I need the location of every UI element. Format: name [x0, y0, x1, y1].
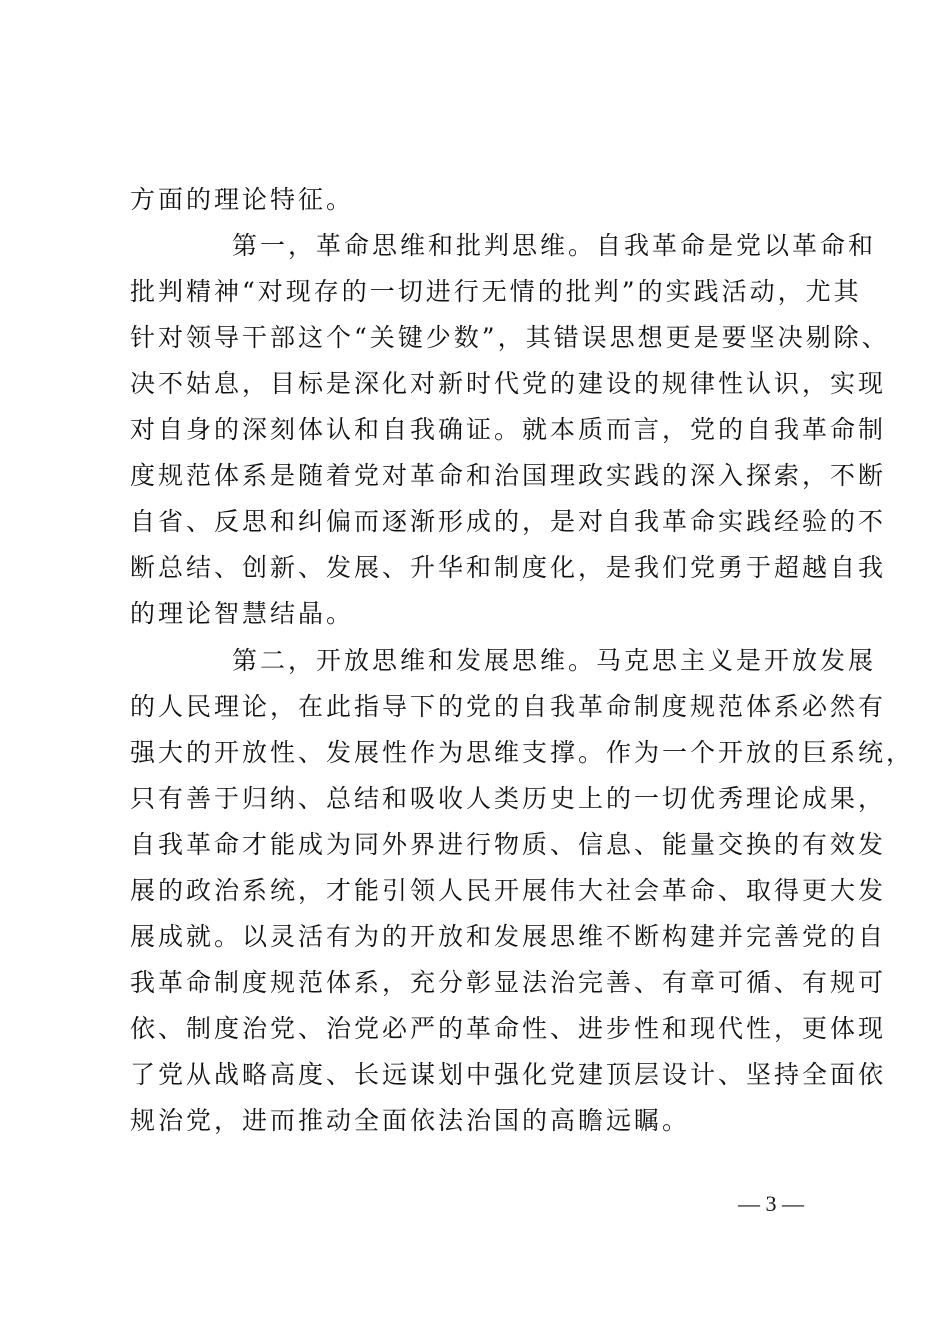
text-line: 针对领导干部这个“关键少数”，其错误思想更是要坚决剔除、 — [130, 323, 890, 352]
paragraph-second-heading-line: 第二，开放思维和发展思维。马克思主义是开放发展 — [232, 646, 877, 675]
text-line: 自省、反思和纠偏而逐渐形成的，是对自我革命实践经验的不 — [130, 507, 887, 536]
text-line: 批判精神“对现存的一切进行无情的批判”的实践活动，尤其 — [130, 277, 862, 306]
text-line: 展的政治系统，才能引领人民开展伟大社会革命、取得更大发 — [130, 876, 887, 905]
text-line: 度规范体系是随着党对革命和治国理政实践的深入探索，不断 — [130, 461, 887, 490]
text-line: 规治党，进而推动全面依法治国的高瞻远瞩。 — [130, 1106, 691, 1135]
text-line: 了党从战略高度、长远谋划中强化党建顶层设计、坚持全面依 — [130, 1060, 887, 1089]
text-line: 断总结、创新、发展、升华和制度化，是我们党勇于超越自我 — [130, 553, 887, 582]
text-line: 决不姑息，目标是深化对新时代党的建设的规律性认识，实现 — [130, 369, 887, 398]
page-number: — 3 — — [738, 1191, 804, 1216]
text-line: 依、制度治党、治党必严的革命性、进步性和现代性，更体现 — [130, 1014, 887, 1043]
text-line: 强大的开放性、发展性作为思维支撑。作为一个开放的巨系统， — [130, 738, 915, 767]
text-line: 对自身的深刻体认和自我确证。就本质而言，党的自我革命制 — [130, 415, 887, 444]
text-line: 只有善于归纳、总结和吸收人类历史上的一切优秀理论成果， — [130, 784, 887, 813]
text-line: 自我革命才能成为同外界进行物质、信息、能量交换的有效发 — [130, 830, 887, 859]
text-line: 展成就。以灵活有为的开放和发展思维不断构建并完善党的自 — [130, 922, 887, 951]
text-line: 的人民理论，在此指导下的党的自我革命制度规范体系必然有 — [130, 692, 887, 721]
text-line: 的理论智慧结晶。 — [130, 599, 355, 628]
text-line: 我革命制度规范体系，充分彰显法治完善、有章可循、有规可 — [130, 968, 887, 997]
text-line: 方面的理论特征。 — [130, 185, 355, 214]
paragraph-first-heading-line: 第一，革命思维和批判思维。自我革命是党以革命和 — [232, 231, 877, 260]
